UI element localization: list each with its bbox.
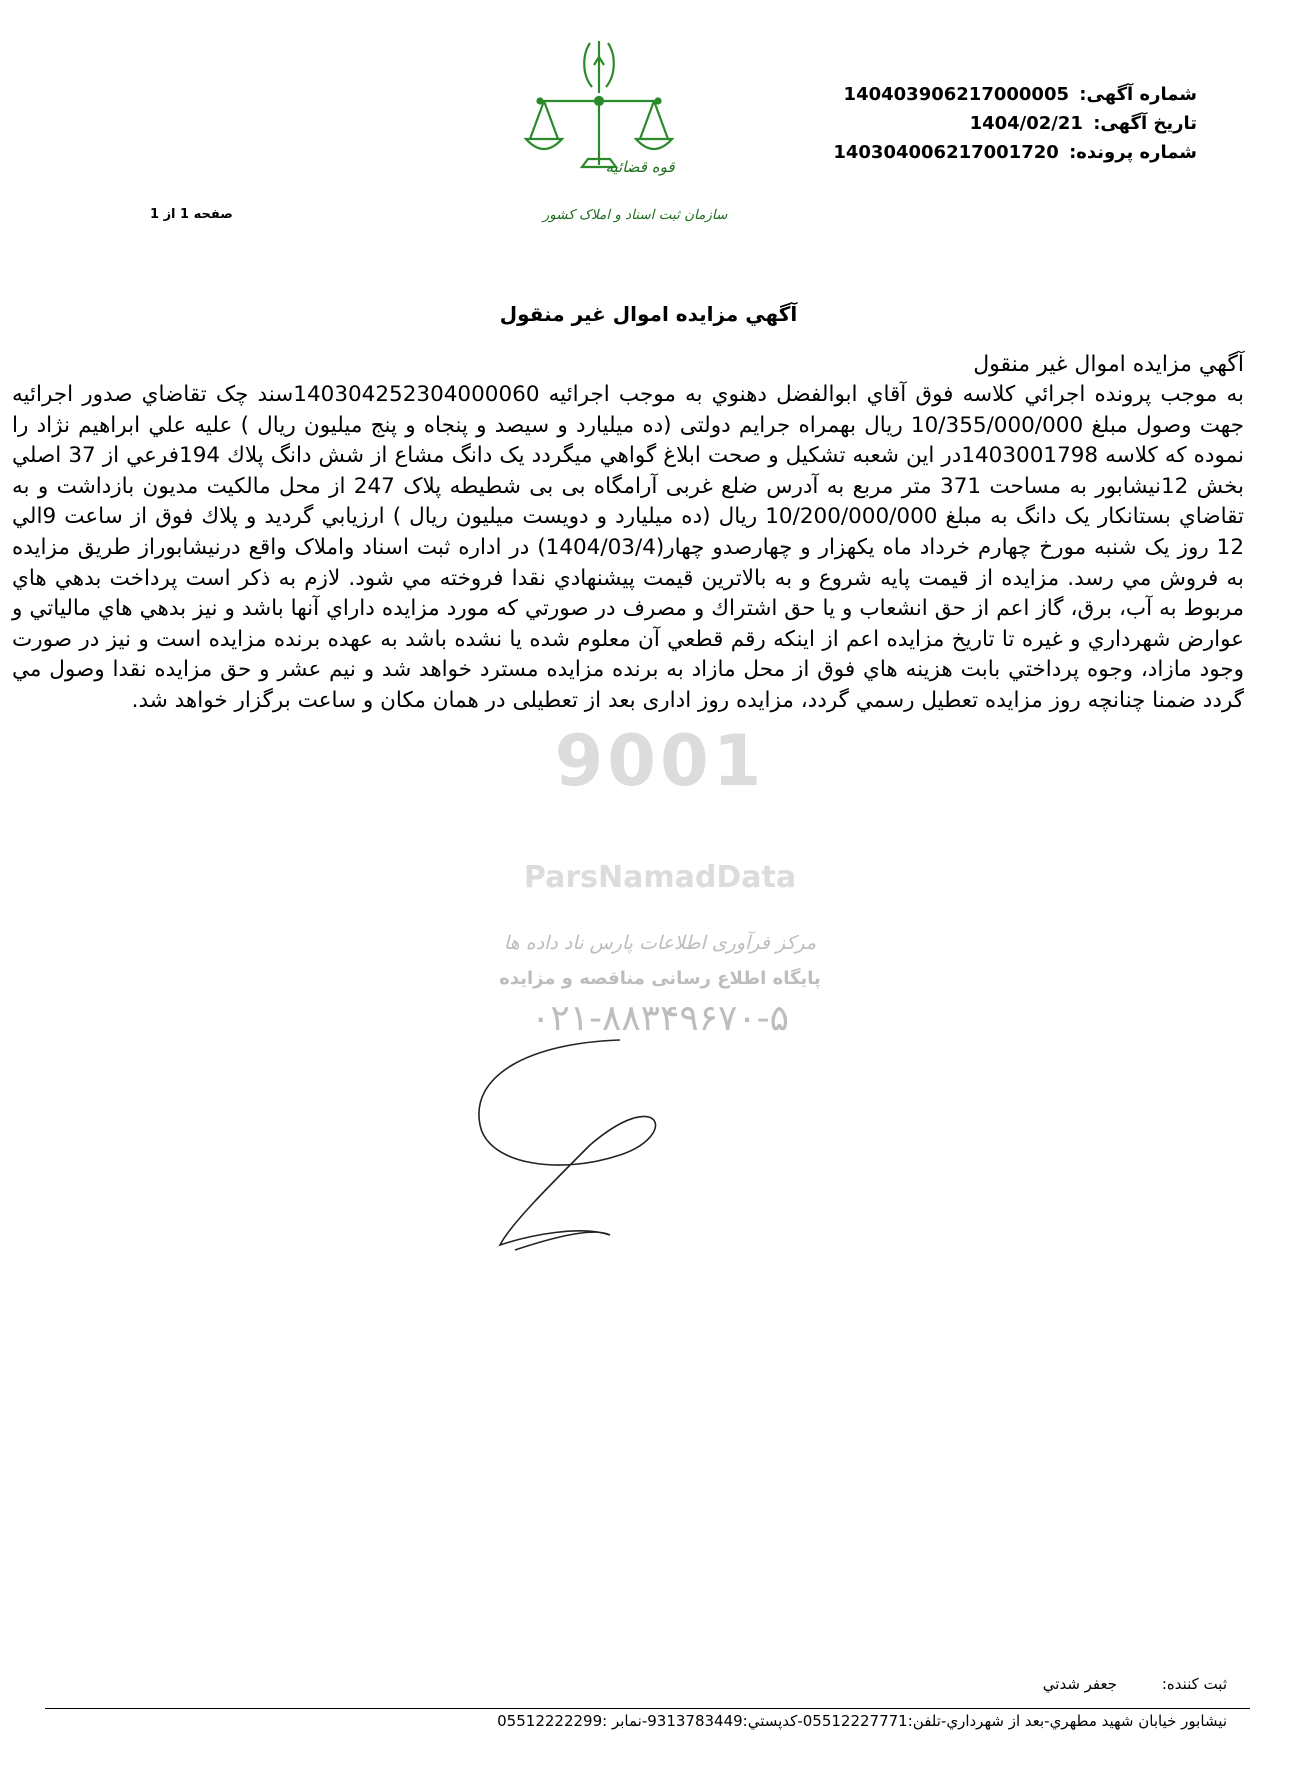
notice-meta [777,80,1197,167]
notice-date: 1404/02/21 [969,113,1083,134]
registrar-row [1043,1675,1227,1693]
emblem-org-text: سازمان ثبت اسناد و املاک کشور [542,207,728,223]
notice-date-row [777,109,1197,138]
registrar-name: جعفر شدتي [1042,1675,1118,1693]
case-number-label: شماره پرونده: [1069,142,1197,163]
notice-number: 14040390621700000​5 [843,84,1069,105]
body-heading: آگهي مزايده اموال غير منقول [973,352,1244,377]
watermark-line1: مرکز فرآوری اطلاعات پارس ناد داده ها [503,932,817,954]
case-number-row [777,138,1197,167]
notice-number-row [777,80,1197,109]
document-title: آگهي مزايده اموال غير منقول [499,302,798,326]
notice-number-label: شماره آگهی: [1079,84,1197,105]
watermark [440,700,880,1060]
notice-body [12,350,1244,717]
footer-address: نيشابور خيابان شهيد مطهري-بعد از شهرداري-تلفن:05512227771-كدپستي:9313783449-نمابر :05512222299 [497,1712,1227,1730]
notice-date-label: تاریخ آگهی: [1093,113,1197,134]
footer-divider [45,1708,1250,1709]
page-count: صفحه 1 از 1 [150,207,233,222]
registrar-label: ثبت كننده: [1161,1675,1227,1693]
watermark-brand: ParsNamadData [523,860,797,895]
watermark-line2: پایگاه اطلاع رسانی مناقصه و مزایده [499,968,821,989]
watermark-number: 9001 [554,720,766,802]
body-paragraph: به موجب پرونده اجرائي كلاسه فوق آقاي ابوالفضل دهنوي به موجب اجرائيه 14030425230400006​0سند چک تقاضاي صدور اجرائيه جهت وصول مبلغ 10/355/000/000 ريال بهمراه جرايم دولتی (ده ميليارد و سيصد و پنجاه و پنج ميليون ريال ) عليه علي ابراهيم نژاد را نموده كه كلاسه 1403001798در اين شعبه تشكيل و صحت ابلاغ گواهي ميگردد یک دانگ مشاع از شش دانگ پلاك 194فرعي از 37 اصلي بخش 12نيشابور به مساحت 371 متر مربع به آدرس ضلع غربی آرامگاه بی بی شطیطه پلاک 247 از محل مالكيت مديون بازداشت و به تقاضاي بستانكار يک دانگ به مبلغ 10/200/000/000 ريال (ده ميليارد و دويست ميليون ريال ) ارزيابي گرديد و پلاك فوق از ساعت 9الي 12 روز يک شنبه مورخ چهارم خرداد ماه يكهزار و چهارصدو چهار(1404/03/4) در اداره ثبت اسناد واملاک واقع درنيشابوراز طريق مزايده به فروش مي رسد. مزايده از قيمت پايه شروع و به بالاترين قيمت پيشنهادي نقدا فروخته مي شود. لازم به ذكر است پرداخت بدهي هاي مربوط به آب، برق، گاز اعم از حق انشعاب و يا حق اشتراك و مصرف در صورتي كه مورد مزايده داراي آنها باشد و نيز بدهي هاي مالياتي و عوارض شهرداري و غيره تا تاريخ مزايده اعم از اينكه رقم قطعي آن معلوم شده يا نشده باشد به عهده برنده مزايده است و نيز در صورت وجود مازاد، وجوه پرداختي بابت هزينه هاي فوق از محل مازاد به برنده مزايده مسترد خواهد شد و نيم عشر و حق مزايده نقدا وصول مي گردد ضمنا چنانچه روز مزايده تعطيل رسمي گردد، مزايده روز اداری بعد از تعطیلی در همان مکان و ساعت برگزار خواهد شد. [12,382,1245,713]
emblem-judiciary-text: قوه قضائیه [605,158,675,176]
watermark-phone: ۰۲۱-۸۸۳۴۹۶۷۰-۵ [530,998,789,1039]
case-number: 140304006217001720 [833,142,1059,163]
signature-scribble [470,1035,690,1260]
